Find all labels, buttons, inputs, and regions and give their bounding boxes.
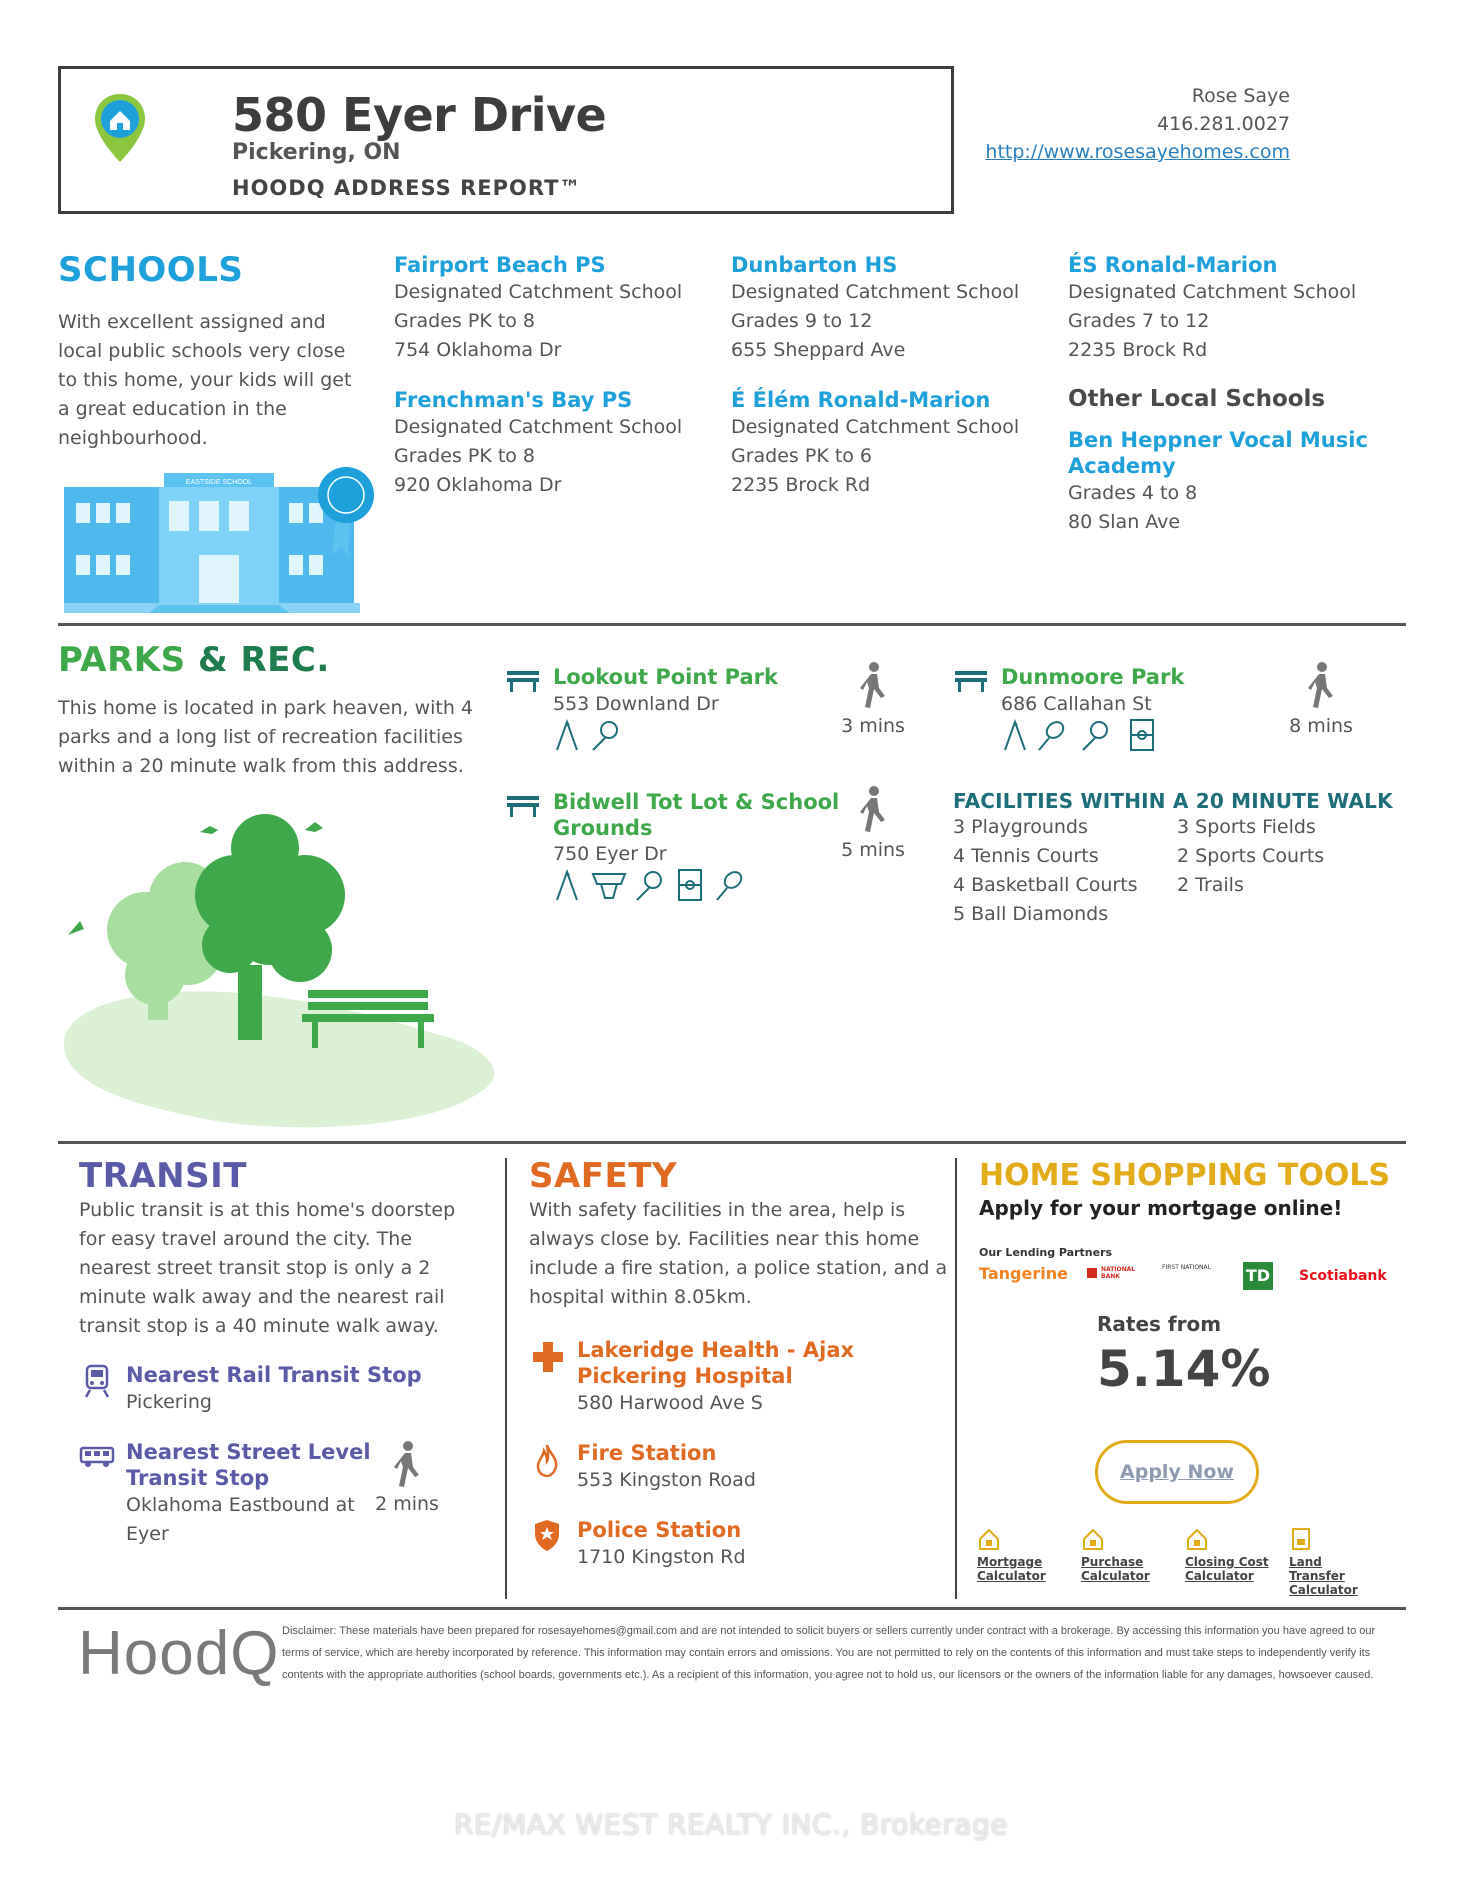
tool-label: Closing Cost: [1185, 1555, 1269, 1569]
facility-item: 3 Playgrounds: [953, 816, 1088, 838]
apply-now-label: Apply Now: [1120, 1461, 1234, 1483]
sports-field-icon: [679, 870, 701, 900]
playground-icon: [557, 872, 577, 900]
partner-first-national-logo: FIRST NATIONAL: [1162, 1264, 1211, 1271]
brokerage-watermark: RE/MAX WEST REALTY INC., Brokerage: [453, 1808, 1009, 1841]
school-name[interactable]: Ben Heppner Vocal Music: [1068, 428, 1368, 452]
police-station-address: 1710 Kingston Rd: [577, 1546, 746, 1568]
park-amenities: [553, 868, 753, 906]
ball-diamond-icon: [1083, 722, 1107, 750]
school-address: 2235 Brock Rd: [1068, 339, 1208, 361]
divider-footer: [58, 1607, 1406, 1610]
parks-heading-a: PARKS: [58, 640, 186, 680]
hoodq-logo: HoodQ: [78, 1619, 280, 1688]
sports-field-icon: [1131, 720, 1153, 750]
school-card-4: [394, 387, 714, 500]
schools-heading: SCHOOLS: [58, 250, 244, 290]
park-bench-icon: [505, 792, 541, 820]
street-stop-value-cont: Eyer: [126, 1523, 169, 1545]
police-shield-icon: [533, 1518, 561, 1552]
basketball-icon: [593, 874, 625, 898]
walking-person-icon: [857, 662, 889, 710]
walk-time: 3 mins: [841, 715, 905, 737]
house-calculator-icon: [1081, 1527, 1105, 1551]
park-name[interactable]: Bidwell Tot Lot & School: [553, 790, 840, 814]
calculator-tools: [977, 1527, 1397, 1597]
disclaimer-line: contents with the appropriate authorities (school boards, governments etc.). As a recipient of this information, you agree not to hold us, our licensors or the owners of the information liable for any damages, howsoever caused.: [282, 1669, 1374, 1681]
school-sign-text: EASTSIDE SCHOOL: [185, 479, 253, 486]
closing-cost-calculator-link[interactable]: [1185, 1527, 1275, 1583]
hospital-name: Lakeridge Health - Ajax: [577, 1338, 855, 1362]
facility-item: 4 Tennis Courts: [953, 845, 1099, 867]
safety-heading: SAFETY: [529, 1156, 678, 1196]
parks-heading-b: & REC.: [197, 640, 330, 680]
transit-description: Public transit is at this home's doorstep for easy travel around the city. The nearest street transit stop is only a 2 minute walk away and the nearest rail transit stop is a 40 minute walk away.: [79, 1199, 456, 1337]
facility-item: 2 Trails: [1177, 874, 1244, 896]
school-name-cont[interactable]: Academy: [1068, 454, 1176, 478]
agent-name: Rose Saye: [1191, 85, 1290, 107]
house-calculator-icon: [977, 1527, 1001, 1551]
tool-label-cont: Calculator: [977, 1569, 1046, 1583]
tool-label: Land Transfer: [1289, 1555, 1345, 1583]
schools-description: With excellent assigned and local public schools very close to this home, your kids will get a great education in the neighbourhood.: [58, 311, 352, 449]
park-name[interactable]: Lookout Point Park: [553, 665, 779, 689]
partner-scotiabank-logo: Scotiabank: [1299, 1268, 1387, 1284]
school-address: 754 Oklahoma Dr: [394, 339, 562, 361]
other-schools-heading: Other Local Schools: [1068, 386, 1326, 412]
school-address: 655 Sheppard Ave: [731, 339, 906, 361]
school-card-1: [394, 252, 714, 365]
park-amenities: [553, 718, 627, 756]
ball-diamond-icon: [637, 872, 661, 900]
fire-station-address: 553 Kingston Road: [577, 1469, 756, 1491]
facility-item: 2 Sports Courts: [1177, 845, 1325, 867]
tool-label: Purchase: [1081, 1555, 1144, 1569]
lending-partners: [979, 1262, 1389, 1296]
divider-vertical: [955, 1158, 957, 1599]
tennis-icon: [1039, 719, 1066, 750]
rate-value: 5.14%: [1097, 1340, 1271, 1398]
school-grades: Grades PK to 8: [394, 445, 536, 467]
partner-td-logo: TD: [1243, 1262, 1273, 1290]
school-card-5: [731, 387, 1051, 500]
tools-subheading: Apply for your mortgage online!: [979, 1196, 1343, 1220]
school-grades: Grades PK to 8: [394, 310, 536, 332]
transit-heading: TRANSIT: [79, 1156, 247, 1196]
agent-website-link[interactable]: http://www.rosesayehomes.com: [985, 141, 1290, 163]
purchase-calculator-link[interactable]: [1081, 1527, 1171, 1583]
agent-info: [985, 82, 1290, 166]
park-name-cont[interactable]: Grounds: [553, 816, 653, 840]
school-address: 80 Slan Ave: [1068, 511, 1181, 533]
house-calculator-icon: [1185, 1527, 1209, 1551]
disclaimer: [282, 1620, 1412, 1686]
street-stop-title-cont: Transit Stop: [126, 1466, 270, 1490]
fire-icon: [535, 1443, 559, 1477]
school-name[interactable]: Fairport Beach PS: [394, 253, 606, 277]
land-transfer-calculator-link[interactable]: [1289, 1527, 1379, 1597]
tool-label-cont: Calculator: [1289, 1583, 1358, 1597]
parks-description: This home is located in park heaven, with 4 parks and a long list of recreation facilities within a 20 minute walk from this address.: [58, 697, 474, 777]
apply-now-button[interactable]: [1095, 1440, 1259, 1504]
school-type: Designated Catchment School: [394, 281, 683, 303]
train-icon: [84, 1364, 110, 1398]
school-name[interactable]: ÉS Ronald-Marion: [1068, 253, 1278, 277]
school-grades: Grades PK to 6: [731, 445, 873, 467]
park-bench-icon: [505, 667, 541, 695]
police-station-title: Police Station: [577, 1518, 742, 1542]
park-address: 553 Downland Dr: [553, 693, 719, 715]
rail-stop-title: Nearest Rail Transit Stop: [126, 1363, 422, 1387]
mortgage-calculator-link[interactable]: [977, 1527, 1067, 1583]
facility-item: 3 Sports Fields: [1177, 816, 1316, 838]
street-stop-title: Nearest Street Level: [126, 1440, 371, 1464]
school-grades: Grades 4 to 8: [1068, 482, 1198, 504]
facility-item: 5 Ball Diamonds: [953, 903, 1109, 925]
parks-heading: [58, 640, 330, 680]
tools-heading: HOME SHOPPING TOOLS: [979, 1158, 1391, 1193]
school-type: Designated Catchment School: [394, 416, 683, 438]
hospital-name-cont: Pickering Hospital: [577, 1364, 793, 1388]
divider-parks: [58, 1141, 1406, 1144]
location-pin-icon: [92, 92, 148, 164]
school-name[interactable]: Dunbarton HS: [731, 253, 898, 277]
park-address: 750 Eyer Dr: [553, 843, 667, 865]
walking-person-icon: [857, 786, 889, 834]
partner-national-bank-logo: NATIONAL BANK: [1101, 1266, 1136, 1280]
lending-partners-label: Our Lending Partners: [979, 1246, 1113, 1259]
partner-tangerine-logo: Tangerine: [979, 1264, 1068, 1283]
partner-national-bank-mark: [1087, 1268, 1097, 1278]
playground-icon: [557, 722, 577, 750]
rail-stop-value: Pickering: [126, 1391, 212, 1413]
safety-description: With safety facilities in the area, help is always close by. Facilities near this home include a fire station, a police station, and a hospital within 8.05km.: [529, 1199, 948, 1308]
divider-schools: [58, 623, 1406, 626]
address-city: Pickering, ON: [232, 140, 401, 165]
disclaimer-line: Disclaimer: These materials have been prepared for rosesayehomes@gmail.com and are not intended to solicit buyers or sellers currently under contract with a brokerage. By accessing this information you have agreed to our: [282, 1625, 1376, 1637]
divider-vertical: [505, 1158, 507, 1599]
school-address: 2235 Brock Rd: [731, 474, 871, 496]
hospital-cross-icon: [531, 1340, 565, 1374]
school-type: Designated Catchment School: [731, 416, 1020, 438]
bus-icon: [79, 1446, 115, 1468]
facilities-heading: FACILITIES WITHIN A 20 MINUTE WALK: [953, 789, 1393, 813]
ball-diamond-icon: [593, 722, 617, 750]
school-address: 920 Oklahoma Dr: [394, 474, 562, 496]
park-name[interactable]: Dunmoore Park: [1001, 665, 1185, 689]
tool-label: Mortgage: [977, 1555, 1043, 1569]
school-card-3: [1068, 252, 1388, 365]
walking-person-icon: [391, 1441, 423, 1489]
park-bench-icon: [953, 667, 989, 695]
walk-time: 8 mins: [1289, 715, 1353, 737]
address-title: 580 Eyer Drive: [232, 88, 607, 142]
school-building-illustration: [64, 455, 384, 615]
facilities-left: [953, 813, 1138, 929]
school-type: Designated Catchment School: [1068, 281, 1357, 303]
school-card-2: [731, 252, 1051, 365]
tool-label-cont: Calculator: [1185, 1569, 1254, 1583]
disclaimer-line: terms of service, which are hereby incorporated by reference. This information may contain errors and omissions. You are not permitted to rely on the contents of this information and must take steps to independently verify its: [282, 1647, 1371, 1659]
school-type: Designated Catchment School: [731, 281, 1020, 303]
street-stop-value: Oklahoma Eastbound at: [126, 1494, 355, 1516]
document-calculator-icon: [1289, 1527, 1313, 1551]
school-grades: Grades 7 to 12: [1068, 310, 1210, 332]
tennis-icon: [717, 869, 744, 900]
school-name[interactable]: Frenchman's Bay PS: [394, 388, 633, 412]
park-address: 686 Callahan St: [1001, 693, 1152, 715]
report-label: HOODQ ADDRESS REPORT™: [232, 176, 582, 200]
park-amenities: [1001, 718, 1161, 756]
school-grades: Grades 9 to 12: [731, 310, 873, 332]
park-illustration: [60, 800, 510, 1135]
school-name[interactable]: É Élém Ronald-Marion: [731, 388, 991, 412]
tool-label-cont: Calculator: [1081, 1569, 1150, 1583]
hospital-address: 580 Harwood Ave S: [577, 1392, 763, 1414]
playground-icon: [1005, 722, 1025, 750]
agent-phone: 416.281.0027: [1157, 113, 1290, 135]
rates-label: Rates from: [1097, 1312, 1222, 1336]
walk-time: 5 mins: [841, 839, 905, 861]
walking-person-icon: [1305, 662, 1337, 710]
facility-item: 4 Basketball Courts: [953, 874, 1138, 896]
school-card-other: [1068, 427, 1388, 537]
walk-time: 2 mins: [375, 1493, 439, 1515]
facilities-right: [1177, 813, 1324, 900]
fire-station-title: Fire Station: [577, 1441, 717, 1465]
